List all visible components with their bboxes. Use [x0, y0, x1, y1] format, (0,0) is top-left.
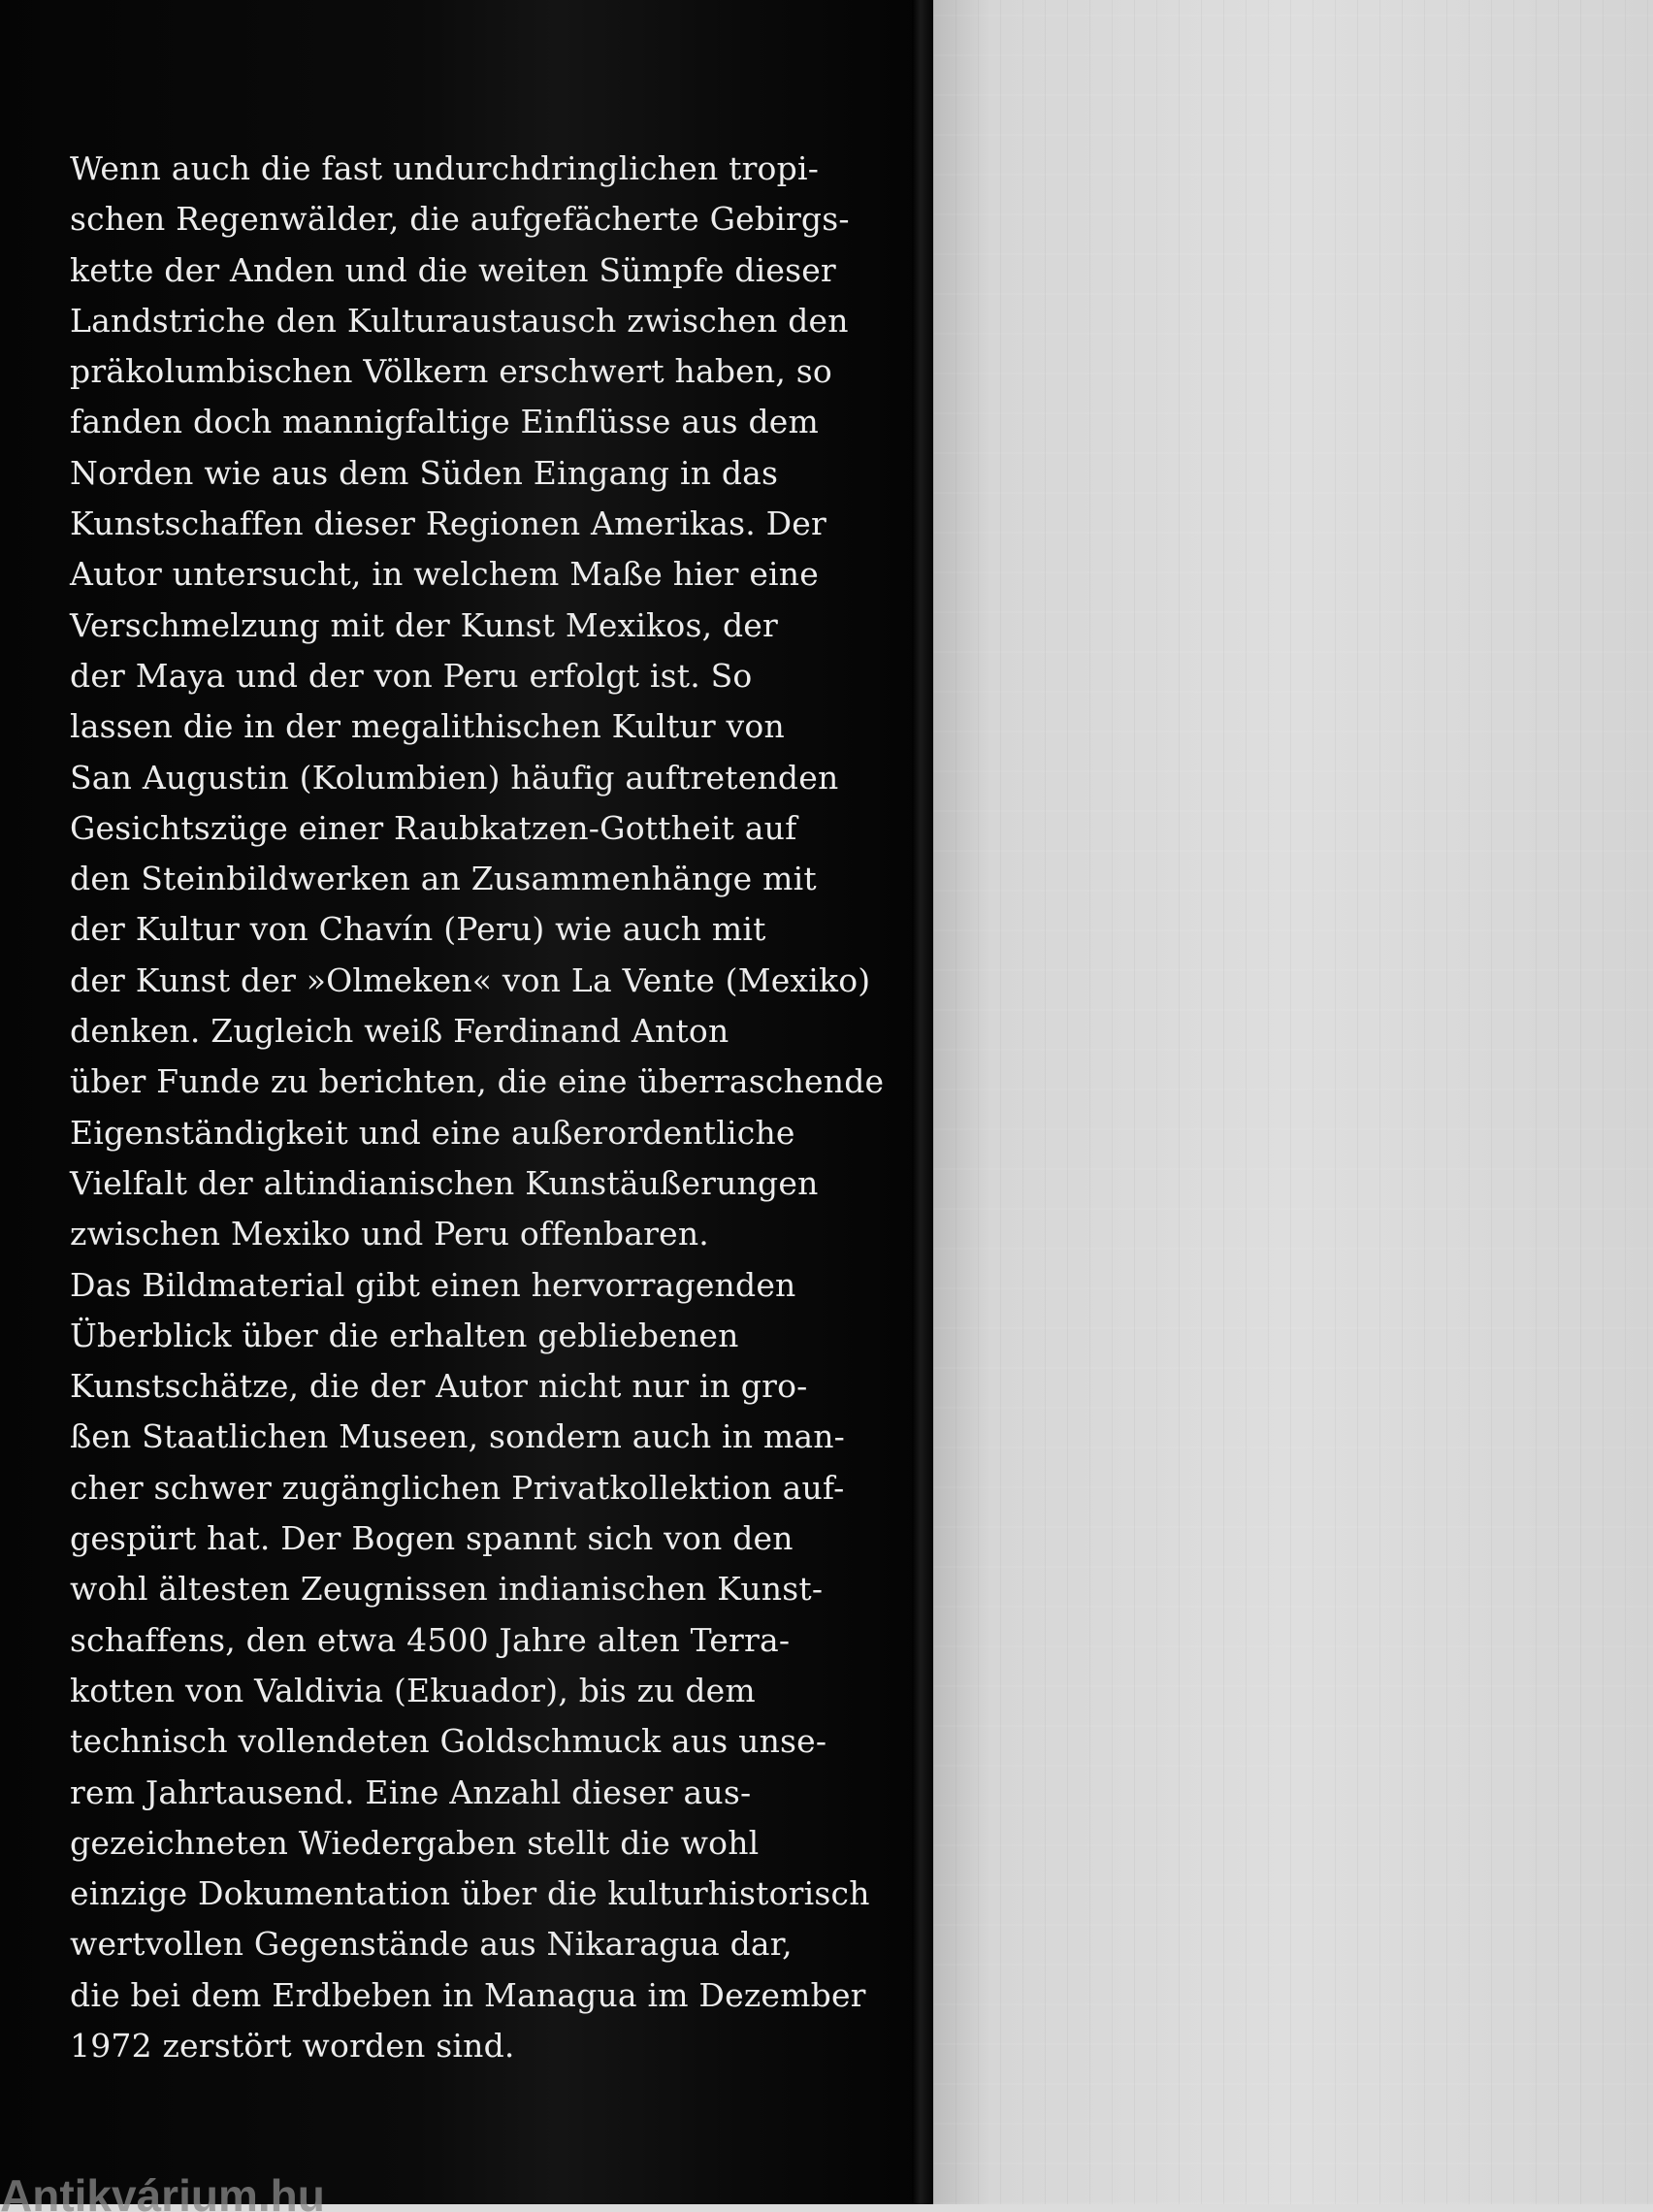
blurb-line: technisch vollendeten Goldschmuck aus unse- — [70, 1722, 827, 1761]
blurb-line: der Kultur von Chavín (Peru) wie auch mit — [70, 910, 766, 949]
blurb-line: 1972 zerstört worden sind. — [70, 2026, 515, 2065]
blurb-line: lassen die in der megalithischen Kultur von — [70, 707, 785, 746]
back-cover-blurb — [70, 144, 885, 2071]
flap-fold-edge — [912, 0, 933, 2204]
blurb-line: kotten von Valdivia (Ekuador), bis zu dem — [70, 1671, 756, 1709]
blurb-line: schaffens, den etwa 4500 Jahre alten Terra- — [70, 1620, 791, 1659]
blurb-line: einzige Dokumentation über die kulturhistorisch — [70, 1874, 870, 1913]
blurb-line: der Kunst der »Olmeken« von La Vente (Mexiko) — [70, 960, 871, 999]
blurb-line: Überblick über die erhalten gebliebenen — [70, 1316, 739, 1354]
blurb-line: Autor untersucht, in welchem Maße hier eine — [70, 555, 819, 594]
blurb-line: wohl ältesten Zeugnissen indianischen Kunst- — [70, 1570, 824, 1609]
blurb-line: denken. Zugleich weiß Ferdinand Anton — [70, 1012, 729, 1051]
blurb-line: präkolumbischen Völkern erschwert haben, so — [70, 352, 832, 391]
blurb-line: Norden wie aus dem Süden Eingang in das — [70, 453, 779, 492]
blurb-line: kette der Anden und die weiten Sümpfe dieser — [70, 250, 836, 289]
blurb-line: über Funde zu berichten, die eine überraschende — [70, 1062, 885, 1101]
blurb-line: San Augustin (Kolumbien) häufig auftretenden — [70, 758, 839, 797]
blurb-line: gespürt hat. Der Bogen spannt sich von den — [70, 1519, 794, 1558]
blurb-line: schen Regenwälder, die aufgefächerte Gebirgs- — [70, 200, 850, 239]
blurb-line: wertvollen Gegenstände aus Nikaragua dar, — [70, 1925, 793, 1964]
blurb-line: Kunstschätze, die der Autor nicht nur in gro- — [70, 1367, 808, 1406]
blurb-line: den Steinbildwerken an Zusammenhänge mit — [70, 860, 817, 898]
blurb-line: Gesichtszüge einer Raubkatzen-Gottheit auf — [70, 808, 797, 847]
blurb-line: Eigenständigkeit und eine außerordentliche — [70, 1113, 795, 1152]
blurb-line: Das Bildmaterial gibt einen hervorragenden — [70, 1265, 796, 1304]
watermark: Antikvárium.hu — [0, 2173, 325, 2212]
blurb-line: Landstriche den Kulturaustausch zwischen den — [70, 301, 849, 340]
blurb-line: Wenn auch die fast undurchdringlichen tropi- — [70, 149, 820, 187]
blurb-line: der Maya und der von Peru erfolgt ist. So — [70, 656, 753, 695]
blurb-line: gezeichneten Wiedergaben stellt die wohl — [70, 1823, 760, 1862]
blurb-line: ßen Staatlichen Museen, sondern auch in man- — [70, 1417, 846, 1456]
paper-endsheet — [933, 0, 1653, 2204]
blurb-line: rem Jahrtausend. Eine Anzahl dieser aus- — [70, 1773, 752, 1811]
blurb-line: Verschmelzung mit der Kunst Mexikos, der — [70, 605, 778, 644]
blurb-line: cher schwer zugänglichen Privatkollektion auf- — [70, 1468, 845, 1507]
blurb-line: die bei dem Erdbeben in Managua im Dezember — [70, 1975, 866, 2014]
blurb-line: Kunstschaffen dieser Regionen Amerikas. Der — [70, 504, 826, 543]
blurb-line: Vielfalt der altindianischen Kunstäußerungen — [70, 1163, 819, 1202]
blurb-line: zwischen Mexiko und Peru offenbaren. — [70, 1215, 709, 1253]
blurb-line: fanden doch mannigfaltige Einflüsse aus dem — [70, 403, 820, 441]
